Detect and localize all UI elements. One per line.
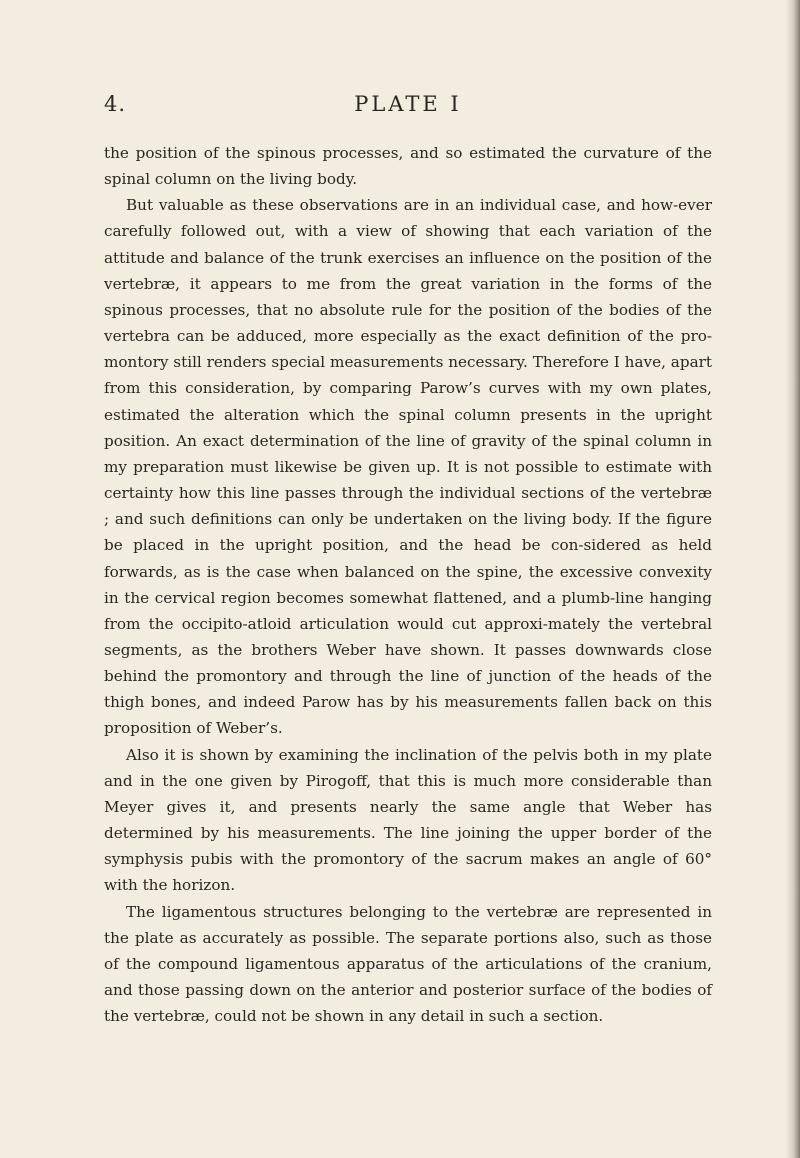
paragraph-spinal-column: But valuable as these observations are in an individual case, and how-ever carefully followed out, with a view of showing that each variation of the attitude and balance of the trunk exercises an influence on the position of the vertebræ, it appears to me from the great variation in the forms of the spinous processes, that no absolute rule for the position of the bodies of the vertebra can be adduced, more especially as the exact definition of the pro-montory still renders special measurements necessary. Therefore I have, apart from this consideration, by comparing Parow’s curves with my own plates, estimated the alteration which the spinal column presents in the upright position. An exact determination of the line of gravity of the spinal column in my preparation must likewise be given up. It is not possible to estimate with certainty how this line passes through the individual sections of the vertebræ ; and such definitions can only be undertaken on the living body. If the figure be placed in the upright position, and the head be con-sidered as held forwards, as is the case when balanced on the spine, the excessive convexity in the cervical region becomes somewhat flattened, and a plumb-line hanging from the occipito-atloid articulation would cut approxi-mately the vertebral segments, as the brothers Weber have shown. It passes downwards close behind the promontory and through the line of junction of the heads of the thigh bones, and indeed Parow has by his measurements fallen back on this proposition of Weber’s. — [104, 196, 712, 738]
page-number: 4. — [104, 92, 127, 116]
paragraph-pelvis-inclination: Also it is shown by examining the inclination of the pelvis both in my plate and in the one given by Pirogoff, that this is much more considerable than Meyer gives it, and presents nearly the same angle that Weber has determined by his measurements. The line joining the upper border of the symphysis pubis with the promontory of the sacrum makes an angle of 60° with the horizon. — [104, 745, 712, 895]
running-title: PLATE I — [354, 92, 462, 116]
paragraph-continuation: the position of the spinous processes, and so estimated the curvature of the spinal column on the living body. — [104, 144, 712, 189]
page-header — [104, 92, 712, 122]
body-text — [104, 140, 712, 1029]
page-edge-shadow — [786, 0, 800, 1158]
paragraph-ligamentous-structures: The ligamentous structures belonging to the vertebræ are represented in the plate as accurately as possible. The separate portions also, such as those of the compound ligamentous apparatus of the articulations of the cranium, and those passing down on the anterior and posterior surface of the bodies of the vertebræ, could not be shown in any detail in such a section. — [104, 902, 712, 1026]
